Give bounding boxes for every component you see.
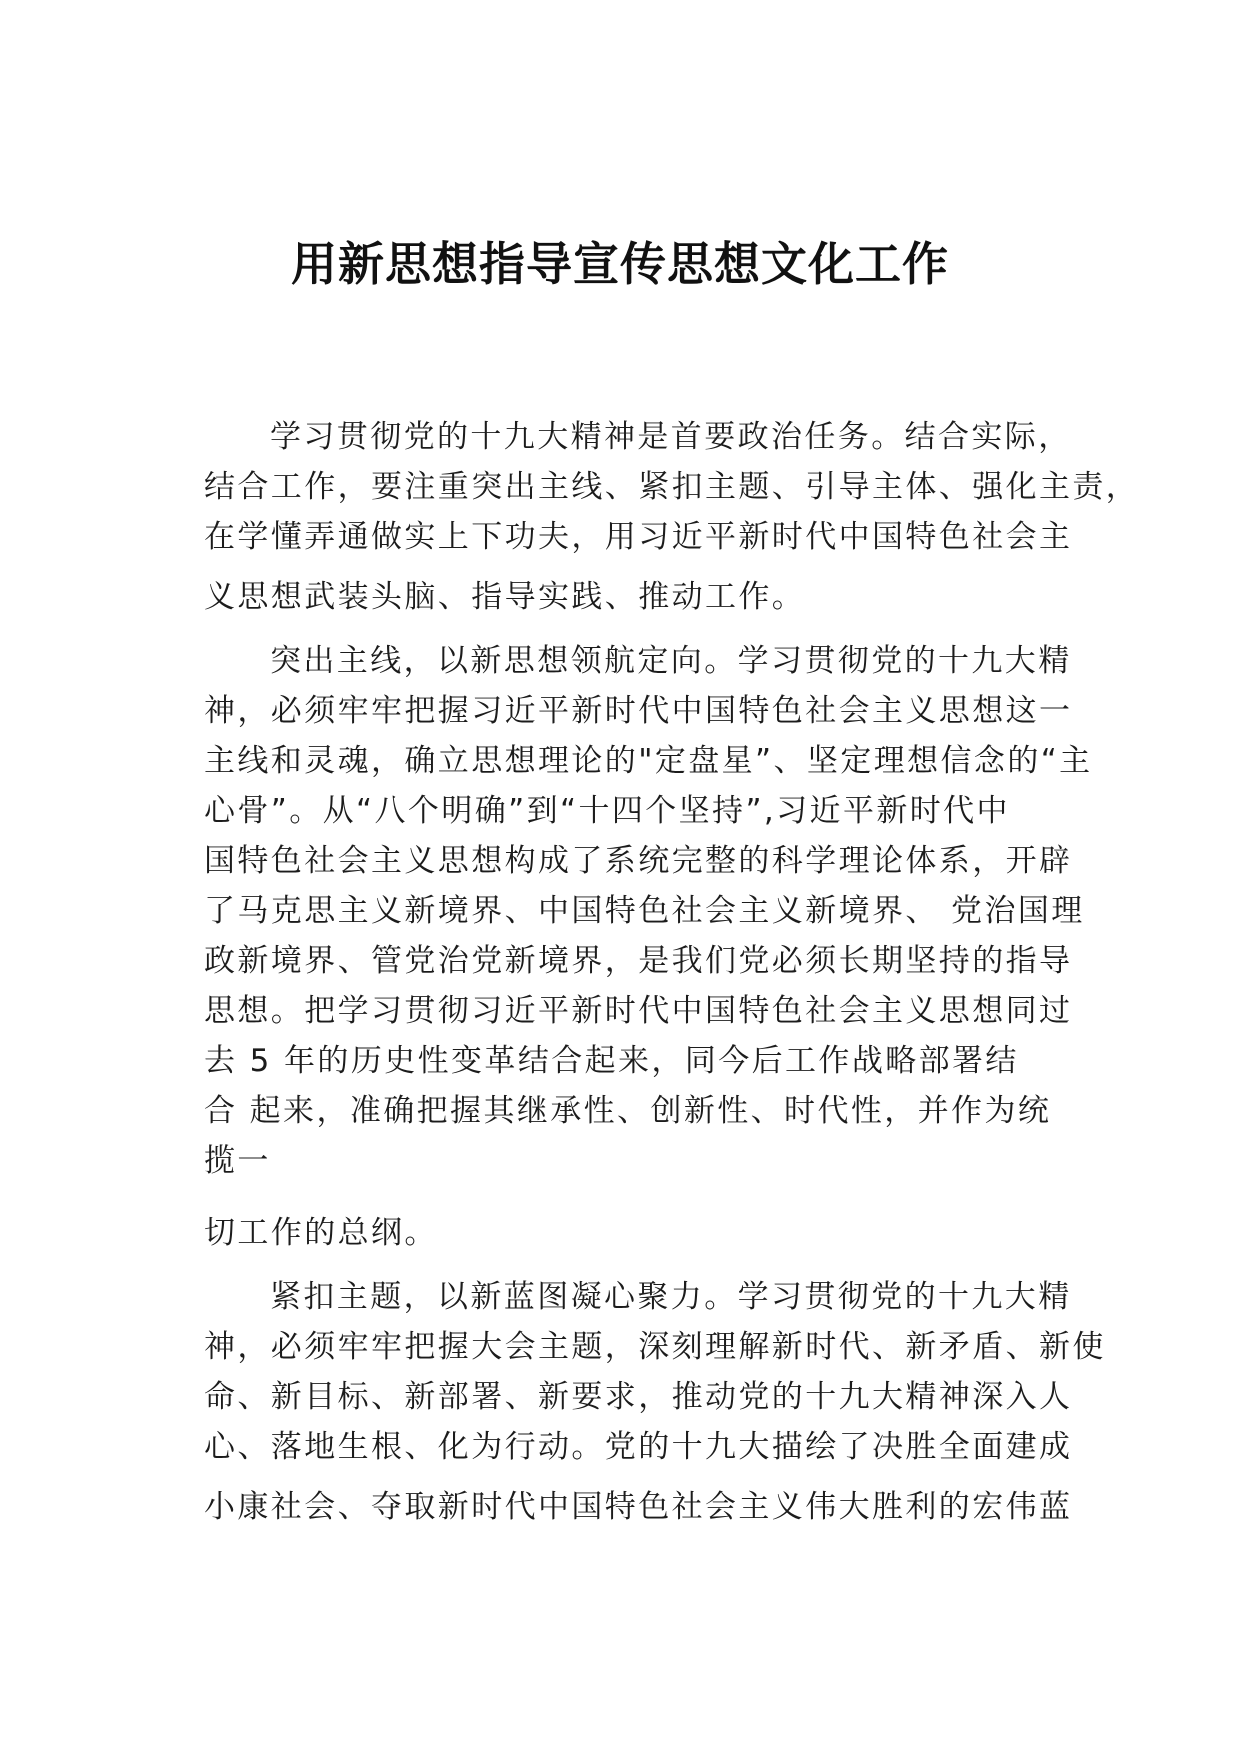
paragraph-line: 义思想武装头脑、指导实践、推动工作。 bbox=[204, 579, 806, 615]
paragraph-line: 神，必须牢牢把握大会主题，深刻理解新时代、新矛盾、新使 bbox=[204, 1329, 1106, 1365]
paragraph-line: 紧扣主题，以新蓝图凝心聚力。学习贯彻党的十九大精 bbox=[270, 1279, 1072, 1315]
paragraph-line: 在学懂弄通做实上下功夫，用习近平新时代中国特色社会主 bbox=[204, 519, 1073, 555]
document-body bbox=[204, 412, 1140, 1532]
paragraph-line: 合 起来，准确把握其继承性、创新性、时代性，并作为统 bbox=[204, 1093, 1052, 1129]
paragraph-line: 切工作的总纲。 bbox=[204, 1215, 438, 1251]
paragraph-line: 学习贯彻党的十九大精神是首要政治任务。结合实际， bbox=[270, 419, 1072, 455]
paragraph-line: 揽一 bbox=[204, 1143, 271, 1179]
paragraph-line: 心、落地生根、化为行动。党的十九大描绘了决胜全面建成 bbox=[204, 1429, 1073, 1465]
paragraph-line: 心骨”。从“八个明确”到“十四个坚持”,习近平新时代中 bbox=[204, 793, 1010, 829]
paragraph-line: 去 5 年的历史性变革结合起来，同今后工作战略部署结 bbox=[204, 1043, 1019, 1079]
paragraph-line: 了马克思主义新境界、中国特色社会主义新境界、 党治国理 bbox=[204, 893, 1085, 929]
paragraph-line: 国特色社会主义思想构成了系统完整的科学理论体系，开辟 bbox=[204, 843, 1073, 879]
paragraph-line: 小康社会、夺取新时代中国特色社会主义伟大胜利的宏伟蓝 bbox=[204, 1489, 1073, 1525]
paragraph-line: 命、新目标、新部署、新要求，推动党的十九大精神深入人 bbox=[204, 1379, 1073, 1415]
paragraph-line: 主线和灵魂，确立思想理论的"定盘星”、坚定理想信念的“主 bbox=[204, 743, 1093, 779]
paragraph-line: 思想。把学习贯彻习近平新时代中国特色社会主义思想同过 bbox=[204, 993, 1073, 1029]
paragraph-line: 结合工作，要注重突出主线、紧扣主题、引导主体、强化主责， bbox=[204, 469, 1140, 505]
paragraph-line: 政新境界、管党治党新境界，是我们党必须长期坚持的指导 bbox=[204, 943, 1073, 979]
paragraph-line: 突出主线，以新思想领航定向。学习贯彻党的十九大精 bbox=[270, 643, 1072, 679]
document-title: 用新思想指导宣传思想文化工作 bbox=[291, 237, 949, 291]
paragraph-line: 神，必须牢牢把握习近平新时代中国特色社会主义思想这一 bbox=[204, 693, 1073, 729]
